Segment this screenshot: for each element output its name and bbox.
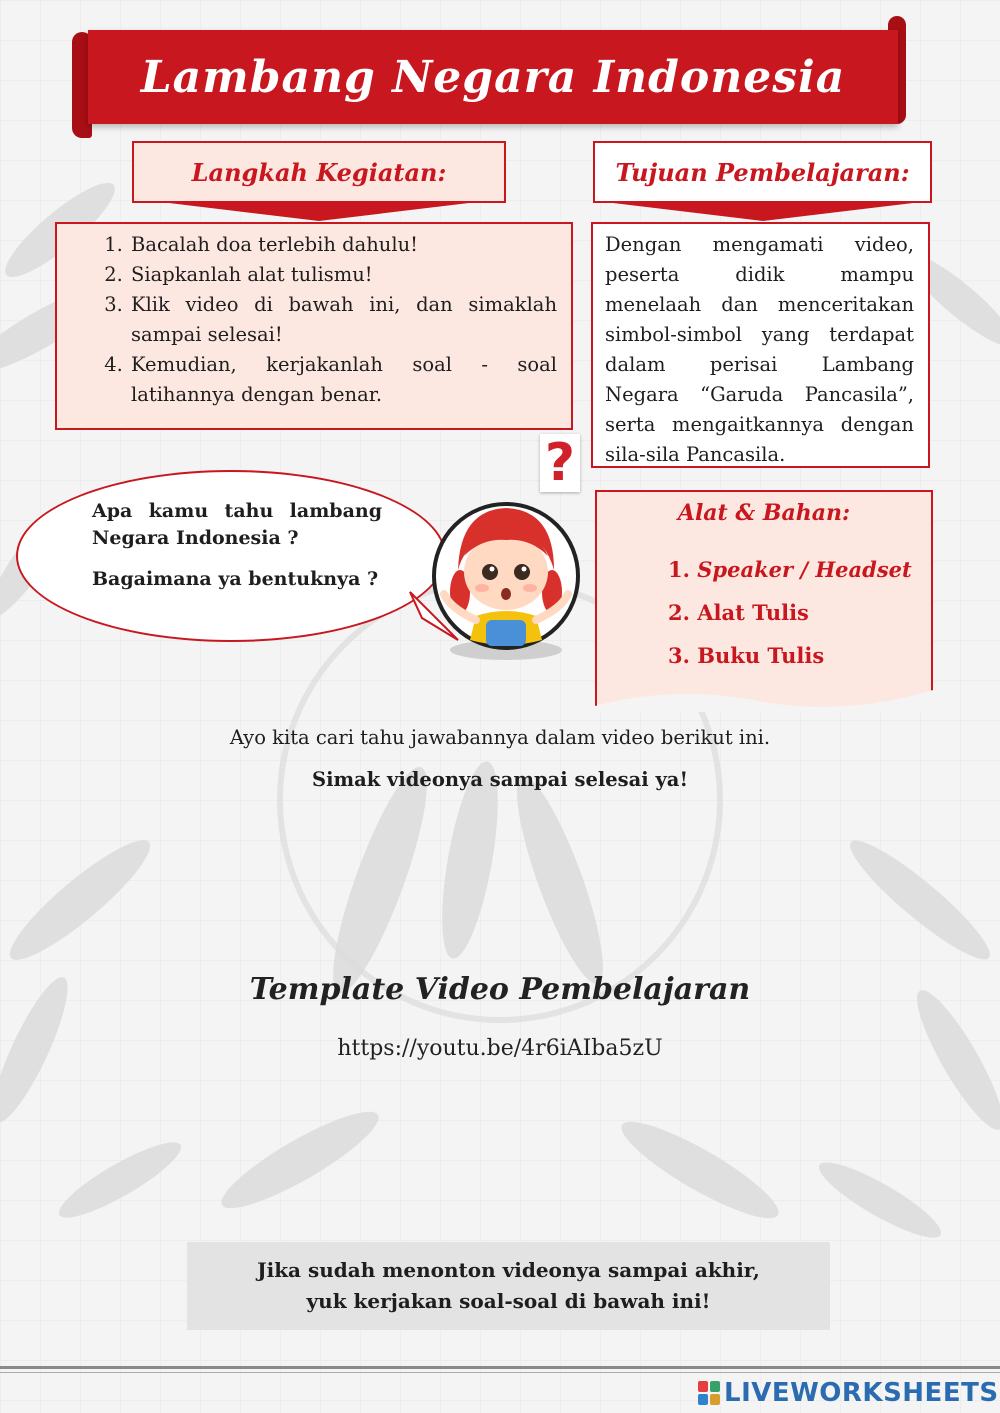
steps-list: [57, 224, 571, 410]
steps-box: [55, 222, 573, 430]
goal-heading-tip: [613, 203, 913, 221]
goal-heading-ribbon: [593, 141, 932, 221]
tools-list: [668, 548, 912, 677]
liveworksheets-icon: [698, 1381, 720, 1405]
brand-name: LIVEWORKSHEETS: [724, 1378, 999, 1408]
tools-heading: Alat & Bahan:: [677, 500, 851, 526]
tools-item: [668, 591, 912, 634]
goal-heading: Tujuan Pembelajaran:: [593, 141, 932, 203]
steps-heading-ribbon: [132, 141, 506, 221]
question-mark-icon: ?: [540, 434, 580, 492]
tools-item-number: 1.: [668, 557, 690, 582]
bubble-question-2: Bagaimana ya bentuknya ?: [92, 568, 379, 590]
step-item: 4. Kemudian, kerjakanlah soal - soal latihannya dengan benar.: [129, 350, 557, 410]
intro-text: Ayo kita cari tahu jawabannya dalam video berikut ini.: [229, 726, 771, 749]
liveworksheets-logo[interactable]: [698, 1377, 999, 1409]
tools-item-number: 3.: [668, 643, 690, 668]
tools-item-number: 2.: [668, 600, 690, 625]
step-item: 1. Bacalah doa terlebih dahulu!: [129, 230, 557, 260]
steps-heading-tip: [169, 203, 469, 221]
tools-item: [668, 634, 912, 677]
intro-bold-text: Simak videonya sampai selesai ya!: [311, 768, 689, 791]
page-title: Lambang Negara Indonesia: [140, 51, 846, 103]
tools-box-wave: [595, 680, 933, 712]
tools-item-label: Alat Tulis: [697, 600, 809, 625]
bubble-text: [92, 498, 382, 607]
confused-girl-avatar: [430, 490, 582, 662]
step-item: 2. Siapkanlah alat tulismu!: [129, 260, 557, 290]
final-line-1: Jika sudah menonton videonya sampai akhir,: [257, 1258, 760, 1282]
goal-text: Dengan mengamati video, peserta didik mampu menelaah dan menceritakan simbol-simbol yang terdapat dalam perisai Lambang Negara “Garuda Pancasila”, serta mengaitkannya dengan sila-sila Pancasila.: [605, 233, 914, 466]
tools-item-label: Speaker / Headset: [697, 557, 912, 582]
goal-box: [591, 222, 930, 468]
tools-item-label: Buku Tulis: [697, 643, 825, 668]
footer-divider: [0, 1366, 1000, 1369]
video-title: Template Video Pembelajaran: [249, 972, 751, 1007]
video-link[interactable]: https://youtu.be/4r6iAIba5zU: [337, 1036, 663, 1061]
steps-heading: Langkah Kegiatan:: [132, 141, 506, 203]
step-item: 3. Klik video di bawah ini, dan simaklah sampai selesai!: [129, 290, 557, 350]
tools-item: [668, 548, 912, 591]
footer-divider-thin: [0, 1372, 1000, 1373]
final-line-2: yuk kerjakan soal-soal di bawah ini!: [306, 1289, 711, 1313]
bubble-question-1: Apa kamu tahu lambang Negara Indonesia ?: [92, 500, 382, 549]
final-instruction-box: [187, 1242, 830, 1330]
